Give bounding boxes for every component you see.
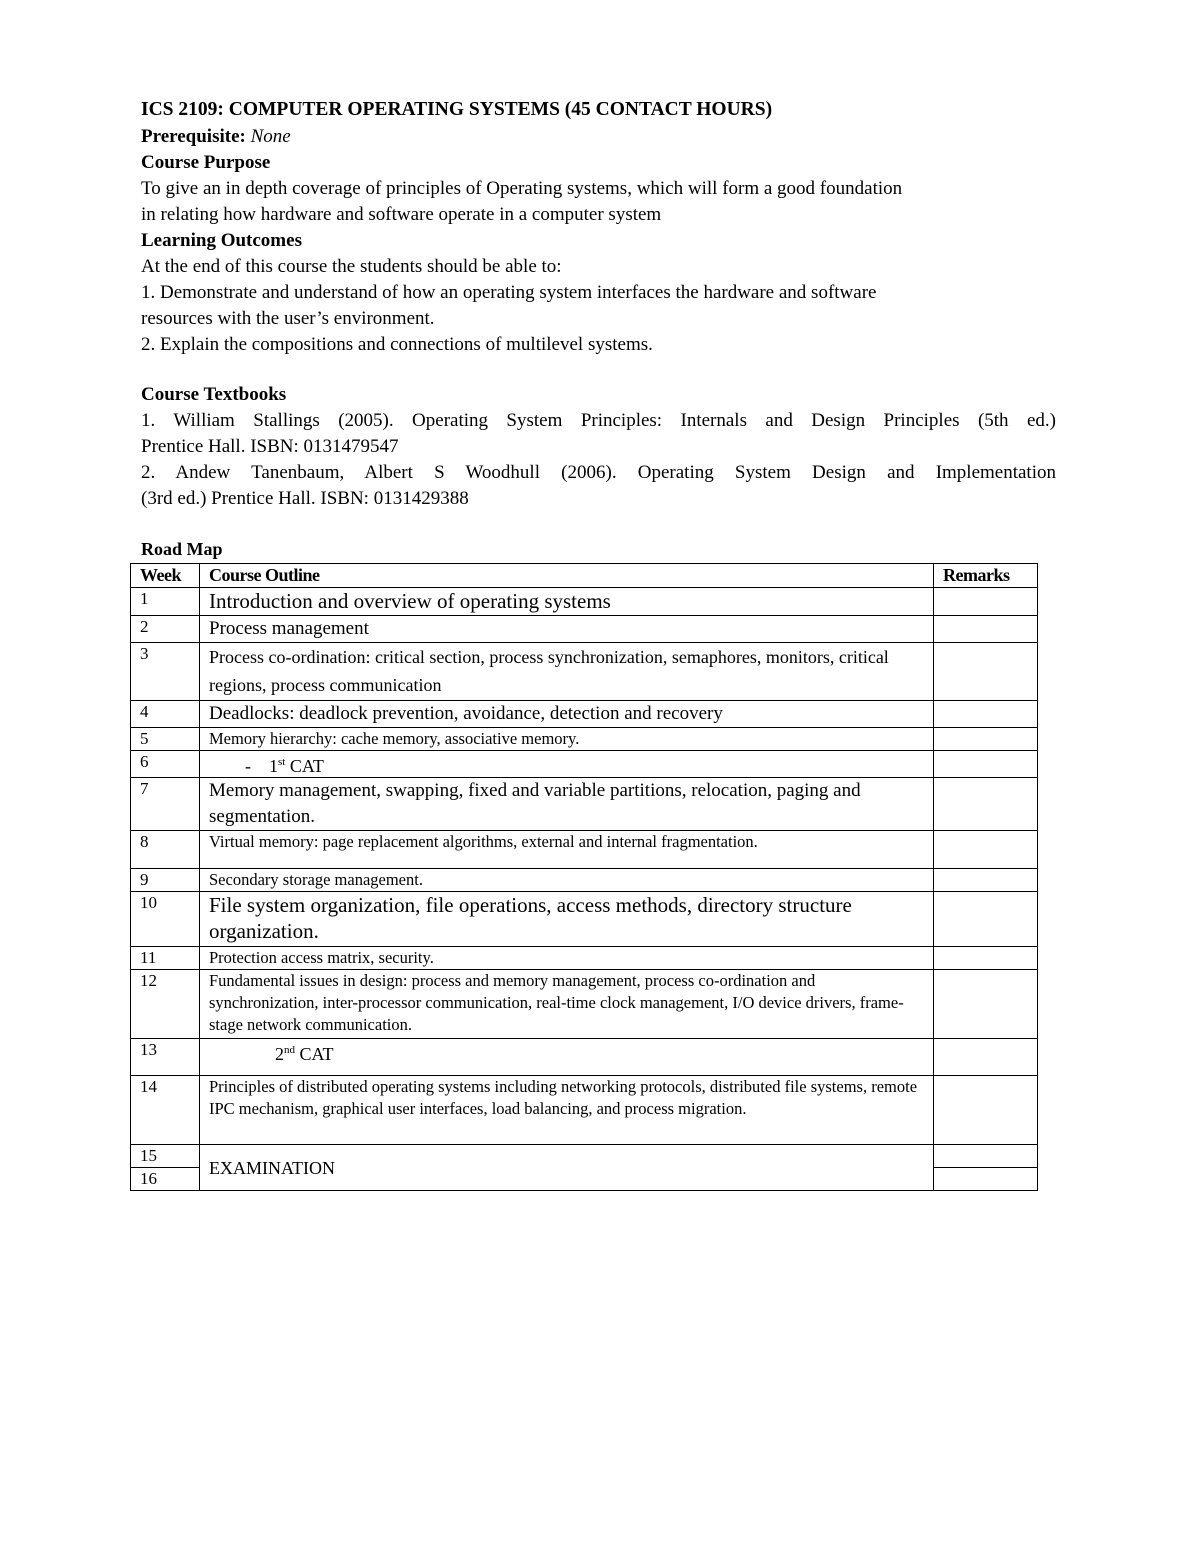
outline-cell: Principles of distributed operating systems including networking protocols, distributed file systems, remote IPC mechanism, graphical user interfaces, load balancing, and process migration.	[200, 1076, 934, 1145]
outline-cell: File system organization, file operations, access methods, directory structure organization.	[200, 892, 934, 947]
remarks-cell	[934, 728, 1038, 751]
cat-ordinal: nd	[284, 1044, 295, 1056]
textbook-item: 2. Andew Tanenbaum, Albert S Woodhull (2006). Operating System Design and Implementation	[141, 462, 1056, 483]
week-cell: 15	[131, 1145, 200, 1168]
week-cell: 5	[131, 728, 200, 751]
remarks-cell	[934, 831, 1038, 869]
remarks-cell	[934, 1076, 1038, 1145]
table-row	[131, 588, 1038, 616]
week-cell: 1	[131, 588, 200, 616]
remarks-cell	[934, 616, 1038, 643]
table-row	[131, 947, 1038, 970]
table-row	[131, 1076, 1038, 1145]
table-row	[131, 643, 1038, 701]
remarks-cell	[934, 970, 1038, 1039]
remarks-cell	[934, 1168, 1038, 1191]
remarks-cell	[934, 892, 1038, 947]
course-textbooks-heading: Course Textbooks	[141, 384, 287, 405]
week-cell: 14	[131, 1076, 200, 1145]
table-row	[131, 970, 1038, 1039]
textbook-item: 1. William Stallings (2005). Operating System Principles: Internals and Design Principles (5th ed.)	[141, 410, 1056, 431]
column-header-week: Week	[131, 564, 200, 588]
remarks-cell	[934, 1039, 1038, 1076]
outline-cell: Process management	[200, 616, 934, 643]
remarks-cell	[934, 778, 1038, 831]
table-row	[131, 1039, 1038, 1076]
remarks-cell	[934, 701, 1038, 728]
table-row	[131, 778, 1038, 831]
examination-cell: EXAMINATION	[200, 1145, 934, 1191]
cat-label: - 1	[245, 756, 278, 776]
week-cell: 4	[131, 701, 200, 728]
learning-outcome-item: 1. Demonstrate and understand of how an operating system interfaces the hardware and software	[141, 282, 877, 303]
course-purpose-text: in relating how hardware and software operate in a computer system	[141, 204, 662, 225]
cat-ordinal: st	[278, 756, 286, 768]
week-cell: 3	[131, 643, 200, 701]
column-header-outline: Course Outline	[200, 564, 934, 588]
prerequisite-label: Prerequisite:	[141, 126, 246, 147]
learning-outcome-item: resources with the user’s environment.	[141, 308, 435, 329]
remarks-cell	[934, 869, 1038, 892]
table-row	[131, 751, 1038, 778]
remarks-cell	[934, 751, 1038, 778]
outline-cell: Process co-ordination: critical section, process synchronization, semaphores, monitors, critical regions, process communication	[200, 643, 934, 701]
prerequisite-line	[141, 124, 1056, 150]
table-row	[131, 869, 1038, 892]
outline-cell: Memory management, swapping, fixed and variable partitions, relocation, paging and segmentation.	[200, 778, 934, 831]
remarks-cell	[934, 643, 1038, 701]
cat-suffix: CAT	[295, 1044, 334, 1064]
outline-cell: Fundamental issues in design: process and memory management, process co-ordination and synchronization, inter-processor communication, real-time clock management, I/O device drivers, frame-stage network communication.	[200, 970, 934, 1039]
course-title: ICS 2109: COMPUTER OPERATING SYSTEMS (45 CONTACT HOURS)	[141, 99, 773, 120]
week-cell: 12	[131, 970, 200, 1039]
week-cell: 9	[131, 869, 200, 892]
table-row	[131, 892, 1038, 947]
second-cat-cell	[200, 1039, 934, 1076]
week-cell: 2	[131, 616, 200, 643]
outline-cell: Secondary storage management.	[200, 869, 934, 892]
course-purpose-heading: Course Purpose	[141, 152, 271, 173]
outline-cell: Virtual memory: page replacement algorithms, external and internal fragmentation.	[200, 831, 934, 869]
week-cell: 8	[131, 831, 200, 869]
learning-outcome-item: 2. Explain the compositions and connections of multilevel systems.	[141, 334, 653, 355]
learning-outcomes-heading: Learning Outcomes	[141, 230, 302, 251]
remarks-cell	[934, 947, 1038, 970]
column-header-remarks: Remarks	[934, 564, 1038, 588]
remarks-cell	[934, 588, 1038, 616]
week-cell: 11	[131, 947, 200, 970]
cat-label: 2	[275, 1044, 284, 1064]
textbook-item: (3rd ed.) Prentice Hall. ISBN: 0131429388	[141, 488, 469, 509]
week-cell: 6	[131, 751, 200, 778]
week-cell: 7	[131, 778, 200, 831]
road-map-heading: Road Map	[141, 539, 223, 559]
outline-cell: Protection access matrix, security.	[200, 947, 934, 970]
week-cell: 10	[131, 892, 200, 947]
course-purpose-text: To give an in depth coverage of principles of Operating systems, which will form a good foundation	[141, 178, 903, 199]
table-row	[131, 728, 1038, 751]
learning-outcomes-intro: At the end of this course the students should be able to:	[141, 256, 562, 277]
document-body	[141, 96, 1056, 562]
outline-cell: Memory hierarchy: cache memory, associative memory.	[200, 728, 934, 751]
prerequisite-value: None	[250, 126, 291, 147]
week-cell: 13	[131, 1039, 200, 1076]
cat-suffix: CAT	[285, 756, 324, 776]
textbook-item: Prentice Hall. ISBN: 0131479547	[141, 436, 399, 457]
table-row	[131, 701, 1038, 728]
first-cat-cell	[200, 751, 934, 778]
road-map-table	[130, 563, 1038, 1191]
remarks-cell	[934, 1145, 1038, 1168]
table-row	[131, 616, 1038, 643]
outline-cell: Deadlocks: deadlock prevention, avoidance, detection and recovery	[200, 701, 934, 728]
outline-cell: Introduction and overview of operating systems	[200, 588, 934, 616]
week-cell: 16	[131, 1168, 200, 1191]
table-row	[131, 831, 1038, 869]
table-row	[131, 1145, 1038, 1168]
table-header-row	[131, 564, 1038, 588]
